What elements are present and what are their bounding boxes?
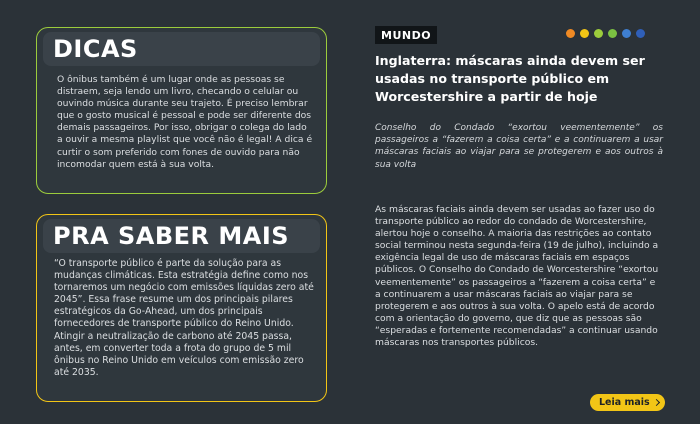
chevron-right-icon <box>653 399 660 406</box>
dicas-card <box>36 27 327 194</box>
color-dot <box>566 29 575 38</box>
read-more-label: Leia mais <box>599 397 650 408</box>
dicas-title: DICAS <box>53 35 138 63</box>
color-dot <box>622 29 631 38</box>
dicas-header <box>43 32 320 66</box>
color-dot <box>594 29 603 38</box>
color-dot <box>636 29 645 38</box>
article-lead: Conselho do Condado “exortou veementemente” os passageiros a “fazerem a coisa certa” e a continuarem a usar máscaras faciais ao viajar para se protegerem e aos outros à sua volta <box>375 123 663 170</box>
article-headline: Inglaterra: máscaras ainda devem ser usadas no transporte público em Worcestershire a partir de hoje <box>375 53 645 104</box>
saber-mais-card <box>36 214 327 402</box>
saber-mais-title: PRA SABER MAIS <box>53 222 290 250</box>
article-body: As máscaras faciais ainda devem ser usadas ao fazer uso do transporte público ao redor do condado de Worcestershire, alertou hoje o conselho. A maioria das restrições ao contato social terminou nesta segunda-feira (19 de julho), incluindo a exigência legal de uso de máscaras faciais em espaços públicos. O Conselho do Condado de Worcestershire “exortou veementemente” os passageiros a “fazerem a coisa certa” e a continuarem a usar máscaras faciais ao viajar para se protegerem e aos outros à sua volta. O apelo está de acordo com a orientação do governo, que diz que as pessoas são “esperadas e fortemente recomendadas” a continuar usando máscaras nos transportes públicos. <box>375 204 659 349</box>
saber-mais-header <box>43 219 320 253</box>
color-dot <box>580 29 589 38</box>
saber-mais-text: “O transporte público é parte da solução para as mudanças climáticas. Esta estratégia define como nos tornaremos um negócio com emissões líquidas zero até 2045”. Essa frase resume um dos principais pilares estratégicos da Go-Ahead, um dos principais fornecedores de transporte público do Reino Unido. Atingir a neutralização de carbono até 2045 passa, antes, em converter toda a frota do grupo de 5 mil ônibus no Reino Unido em veículos com emissão zero até 2035. <box>54 258 314 378</box>
read-more-button[interactable] <box>590 394 665 411</box>
section-tag: MUNDO <box>375 26 437 44</box>
dicas-text: O ônibus também é um lugar onde as pessoas se distraem, seja lendo um livro, checando o celular ou ouvindo música durante seu trajeto. É preciso lembrar que o gosto musical é pessoal e pode ser diferente dos demais passageiros. Por isso, obrigar o colega do lado a ouvir a mesma playlist que você não é legal! A dica é curtir o som preferido com fones de ouvido para não incomodar quem está à sua volta. <box>57 74 313 170</box>
color-dots <box>566 29 645 38</box>
color-dot <box>608 29 617 38</box>
